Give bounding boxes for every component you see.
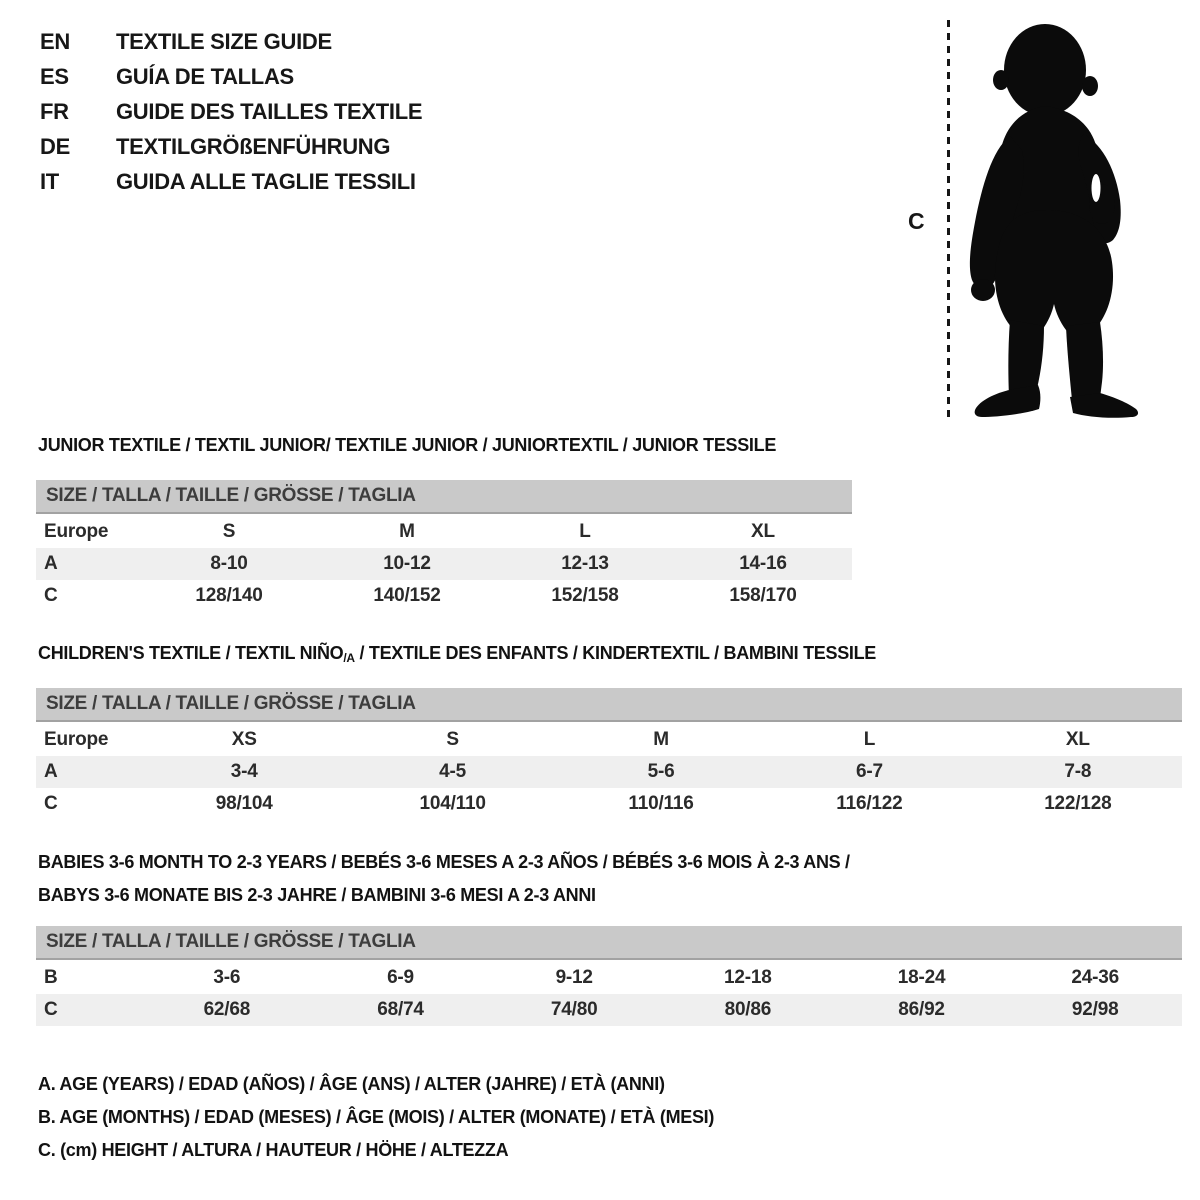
legend-line-b: B. AGE (MONTHS) / EDAD (MESES) / ÂGE (MOIS) / ALTER (MONATE) / ETÀ (MESI)	[38, 1107, 715, 1127]
table-cell: 6-7	[855, 761, 883, 782]
row-label: C	[44, 585, 58, 606]
language-title: GUÍA DE TALLAS	[116, 64, 294, 89]
table-cell: 5-6	[647, 761, 675, 782]
babies-section-title-line1: BABIES 3-6 MONTH TO 2-3 YEARS / BEBÉS 3-6 MESES A 2-3 AÑOS / BÉBÉS 3-6 MOIS À 2-3 ANS /	[38, 852, 850, 872]
table-cell: 128/140	[195, 585, 263, 606]
babies-size-table	[36, 926, 1182, 1026]
table-cell: 92/98	[1071, 999, 1119, 1020]
table-cell: 80/86	[724, 999, 772, 1020]
table-cell: XL	[751, 521, 775, 542]
row-label: Europe	[44, 521, 109, 542]
row-label: B	[44, 967, 58, 988]
table-cell: 9-12	[555, 967, 593, 988]
height-measure-label: C	[908, 208, 925, 234]
table-cell: M	[399, 521, 415, 542]
table-row-europe	[36, 724, 1182, 756]
table-cell: 86/92	[898, 999, 945, 1020]
table-cell: 74/80	[550, 999, 598, 1020]
row-label: A	[44, 553, 58, 574]
legend-line-c: C. (cm) HEIGHT / ALTURA / HAUTEUR / HÖHE / ALTEZZA	[38, 1140, 509, 1160]
table-cell: 12-18	[724, 967, 772, 988]
language-code: FR	[40, 99, 69, 124]
junior-section-title: JUNIOR TEXTILE / TEXTIL JUNIOR/ TEXTILE JUNIOR / JUNIORTEXTIL / JUNIOR TESSILE	[38, 435, 777, 455]
language-title: GUIDA ALLE TAGLIE TESSILI	[116, 169, 416, 194]
table-cell: 116/122	[836, 793, 903, 814]
children-title-sub: /A	[343, 651, 355, 665]
table-row-age-years	[36, 756, 1182, 788]
children-title-text: CHILDREN'S TEXTILE / TEXTIL NIÑO	[38, 643, 344, 663]
language-code: ES	[40, 64, 69, 89]
table-cell: 10-12	[383, 553, 431, 574]
table-cell: 24-36	[1071, 967, 1119, 988]
language-code: DE	[40, 134, 70, 159]
language-title: TEXTILE SIZE GUIDE	[116, 29, 332, 54]
table-cell: 12-13	[561, 553, 609, 574]
table-cell: 104/110	[419, 793, 486, 814]
table-row-height	[36, 994, 1182, 1026]
height-measure-figure	[890, 0, 1190, 430]
table-cell: S	[446, 729, 459, 750]
table-cell: 4-5	[439, 761, 467, 782]
children-section-title	[38, 643, 876, 665]
language-list	[40, 24, 422, 199]
table-cell: 62/68	[203, 999, 251, 1020]
table-cell: 110/116	[628, 793, 694, 814]
children-title-text: / TEXTILE DES ENFANTS / KINDERTEXTIL / BAMBINI TESSILE	[354, 643, 876, 663]
size-header-bar: SIZE / TALLA / TAILLE / GRÖSSE / TAGLIA	[36, 480, 852, 514]
table-cell: 152/158	[551, 585, 619, 606]
junior-size-table	[36, 480, 852, 612]
row-label: A	[44, 761, 58, 782]
table-cell: 14-16	[739, 553, 787, 574]
table-row-height	[36, 580, 852, 612]
toddler-silhouette-icon	[950, 18, 1150, 418]
table-cell: M	[653, 729, 669, 750]
row-label: C	[44, 793, 58, 814]
language-code: EN	[40, 29, 70, 54]
table-row-age-years	[36, 548, 852, 580]
language-row-de	[40, 129, 422, 164]
size-header-bar: SIZE / TALLA / TAILLE / GRÖSSE / TAGLIA	[36, 926, 1182, 960]
legend	[38, 1068, 714, 1167]
table-row-age-months	[36, 962, 1182, 994]
language-row-fr	[40, 94, 422, 129]
row-label: Europe	[44, 729, 109, 750]
language-title: GUIDE DES TAILLES TEXTILE	[116, 99, 423, 124]
table-cell: XS	[231, 729, 257, 750]
table-cell: 3-4	[230, 761, 258, 782]
language-code: IT	[40, 169, 59, 194]
table-cell: 68/74	[377, 999, 424, 1020]
table-cell: 18-24	[897, 967, 946, 988]
language-row-it	[40, 164, 422, 199]
children-size-table	[36, 688, 1182, 820]
table-cell: 3-6	[213, 967, 241, 988]
table-row-height	[36, 788, 1182, 820]
table-cell: L	[863, 729, 876, 750]
language-row-es	[40, 59, 422, 94]
legend-line-a: A. AGE (YEARS) / EDAD (AÑOS) / ÂGE (ANS) / ALTER (JAHRE) / ETÀ (ANNI)	[38, 1074, 665, 1094]
size-header-bar: SIZE / TALLA / TAILLE / GRÖSSE / TAGLIA	[36, 688, 1182, 722]
babies-section-title-line2: BABYS 3-6 MONATE BIS 2-3 JAHRE / BAMBINI 3-6 MESI A 2-3 ANNI	[38, 885, 596, 905]
table-cell: 8-10	[210, 553, 248, 574]
table-cell: 140/152	[373, 585, 441, 606]
table-cell: L	[579, 521, 591, 542]
table-cell: S	[222, 521, 236, 542]
table-cell: 7-8	[1064, 761, 1092, 782]
language-title: TEXTILGRÖßENFÜHRUNG	[116, 134, 391, 159]
table-cell: 122/128	[1044, 793, 1112, 814]
table-cell: 158/170	[729, 585, 797, 606]
language-row-en	[40, 24, 422, 59]
table-cell: 6-9	[387, 967, 414, 988]
table-row-europe	[36, 516, 852, 548]
table-cell: 98/104	[215, 793, 273, 814]
table-cell: XL	[1065, 729, 1090, 750]
row-label: C	[44, 999, 58, 1020]
